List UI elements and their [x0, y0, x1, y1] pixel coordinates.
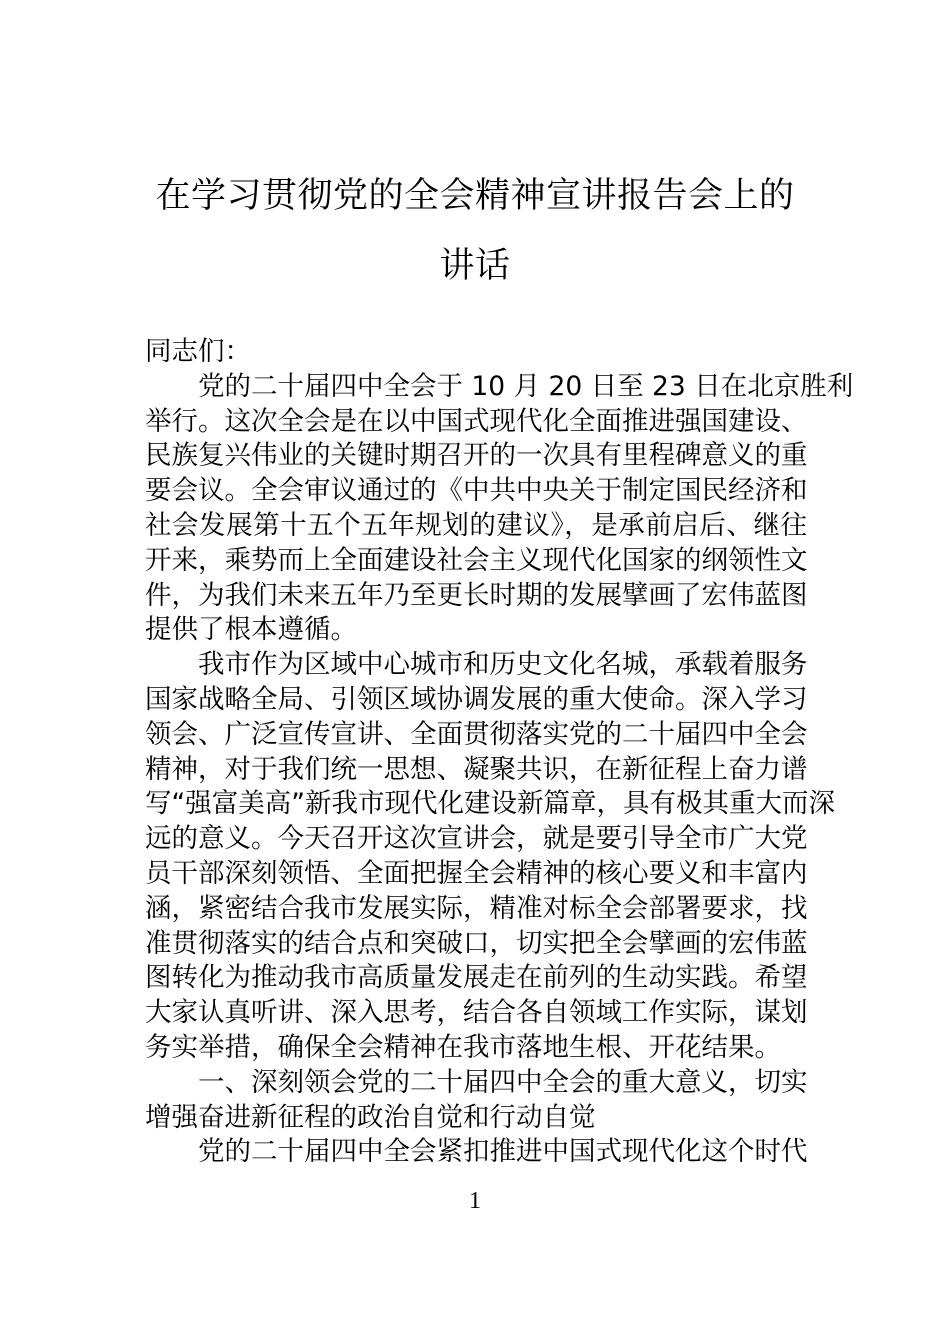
page-number: 1 [469, 1188, 481, 1214]
title-line-1: 在学习贯彻党的全会精神宣讲报告会上的 [155, 176, 795, 216]
text-line: 增强奋进新征程的政治自觉和行动自觉 [145, 1101, 596, 1133]
text-line: 要会议。全会审议通过的《中共中央关于制定国民经济和 [145, 475, 808, 507]
text-line: 涵，紧密结合我市发展实际，精准对标全会部署要求，找 [145, 892, 808, 924]
text-line: 领会、广泛宣传宣讲、全面贯彻落实党的二十届四中全会 [145, 718, 808, 750]
text-line: 务实举措，确保全会精神在我市落地生根、开花结果。 [145, 1032, 781, 1063]
text-line: 远的意义。今天召开这次宣讲会，就是要引导全市广大党 [145, 823, 808, 855]
text-line: 社会发展第十五个五年规划的建议》，是承前启后、继往 [145, 510, 807, 541]
text-line: 大家认真听讲、深入思考，结合各自领域工作实际，谋划 [145, 997, 808, 1029]
text-line: 图转化为推动我市高质量发展走在前列的生动实践。希望 [145, 962, 808, 994]
text-line: 提供了根本遵循。 [145, 614, 357, 646]
text-line: 准贯彻落实的结合点和突破口，切实把全会擘画的宏伟蓝 [145, 927, 808, 959]
text-line: 我市作为区域中心城市和历史文化名城，承载着服务 [198, 649, 808, 681]
salutation: 同志们： [145, 336, 251, 367]
text-line: 国家战略全局、引领区域协调发展的重大使命。深入学习 [145, 684, 808, 715]
text-line: 举行。这次全会是在以中国式现代化全面推进强国建设、 [145, 405, 808, 437]
text-line: 写“强富美高”新我市现代化建设新篇章，具有极其重大而深 [145, 788, 835, 820]
text-line: 党的二十届四中全会于 10 月 20 日至 23 日在北京胜利 [198, 370, 854, 402]
text-line: 员干部深刻领悟、全面把握全会精神的核心要义和丰富内 [145, 858, 808, 889]
text-line: 一、深刻领会党的二十届四中全会的重大意义，切实 [198, 1066, 808, 1098]
text-line: 党的二十届四中全会紧扣推进中国式现代化这个时代 [198, 1136, 808, 1168]
text-line: 件，为我们未来五年乃至更长时期的发展擘画了宏伟蓝图 [145, 579, 808, 611]
text-line: 精神，对于我们统一思想、凝聚共识，在新征程上奋力谱 [145, 753, 808, 785]
text-line: 开来，乘势而上全面建设社会主义现代化国家的纲领性文 [145, 544, 808, 576]
text-line: 民族复兴伟业的关键时期召开的一次具有里程碑意义的重 [145, 440, 808, 472]
title-line-2: 讲话 [439, 246, 511, 286]
